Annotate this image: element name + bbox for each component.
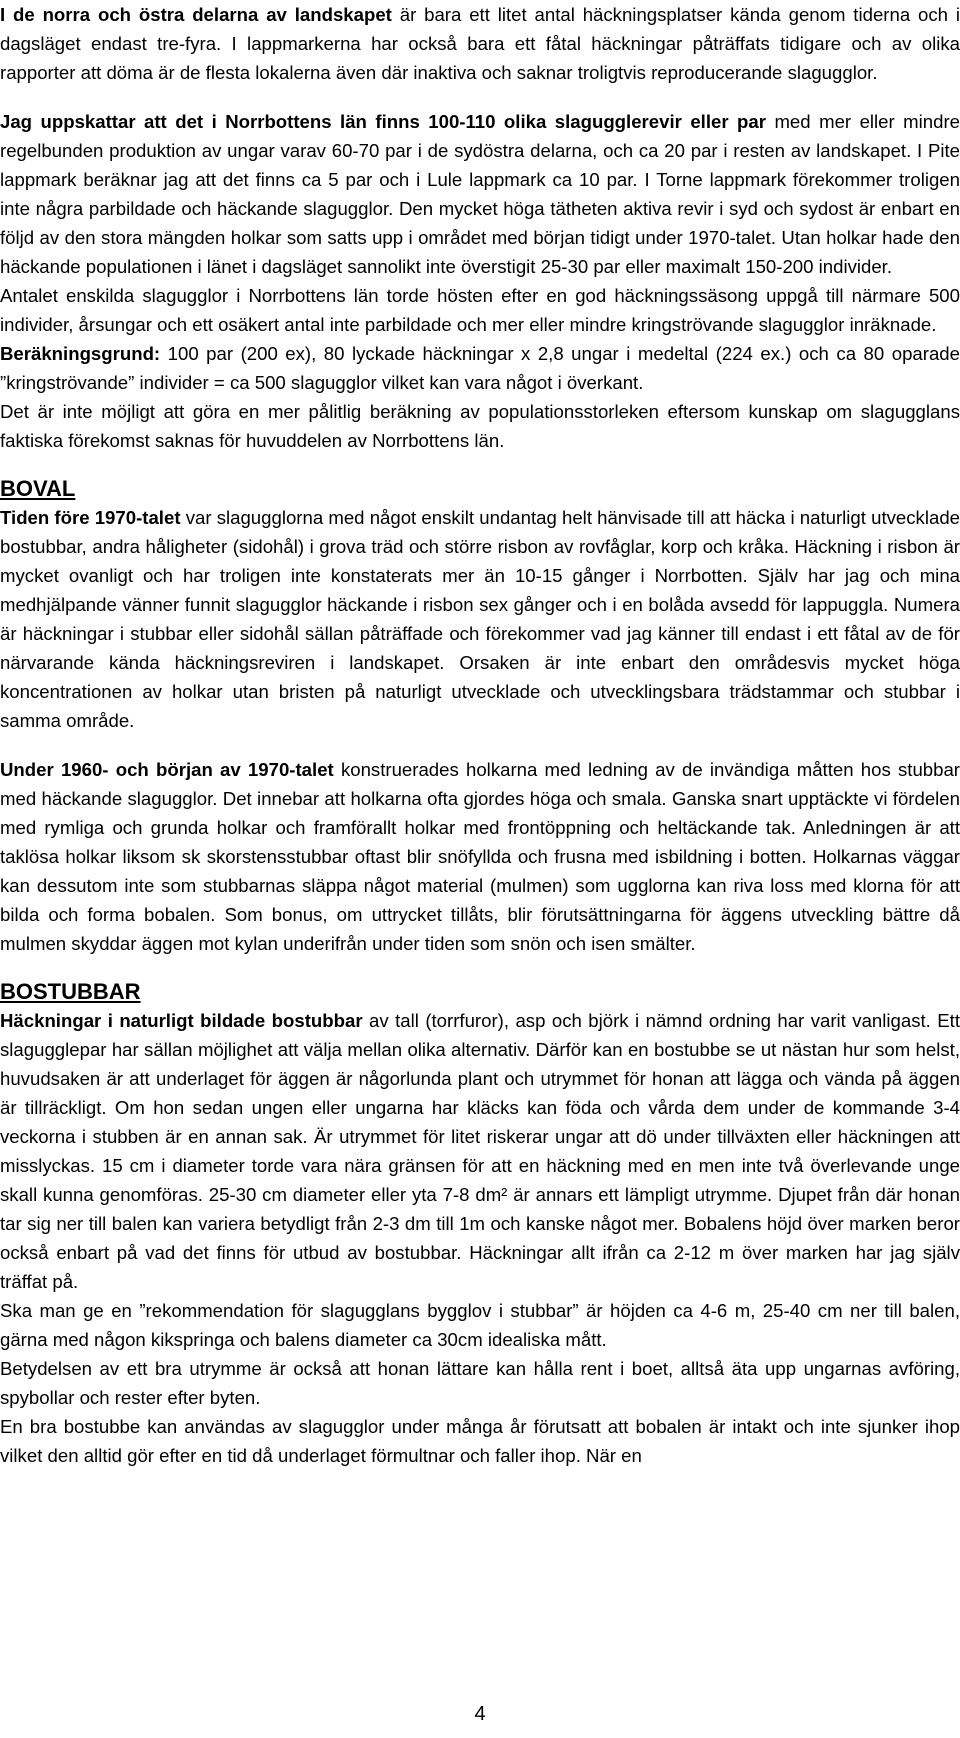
bostubbar-p1-text: av tall (torrfuror), asp och björk i nämnd ordning har varit vanligast. Ett slagugglepar har sällan möjlighet att välja mellan olika alternativ. Därför kan en bostubbe se ut nästan hur som helst, huvudsaken är att underlaget för äggen är någorlunda plant och utrymmet för honan att lägga och vända på äggen är tillräckligt. Om hon sedan ungen eller ungarna har kläcks kan föda och vårda dem under de kommande 3-4 veckorna i stubben är en annan sak. Är utrymmet för litet riskerar ungar att dö under tillväxten eller häckningen att misslyckas. 15 cm i diameter torde vara nära gränsen för att en häckning med en men inte två överlevande unge skall kunna genomföras. 25-30 cm diameter eller yta 7-8 dm² är annars ett lämpligt utrymme. Djupet från där honan tar sig ner till balen kan variera betydligt från 2-3 dm till 1m och kanske något mer. Bobalens höjd över marken beror också enbart på vad det finns för utbud av bostubbar. Häckningar allt ifrån ca 2-12 m över marken har jag själv träffat på. xyxy=(0,1010,960,1292)
boval-paragraph-1 xyxy=(0,503,960,735)
section-heading-bostubbar: BOSTUBBAR xyxy=(0,979,141,1004)
bostubbar-p1-lead: Häckningar i naturligt bildade bostubbar xyxy=(0,1010,363,1031)
intro-p1-text: är bara ett litet antal häckningsplatser kända genom tiderna och i dagsläget endast tre-fyra. I lappmarkerna har också bara ett fåtal häckningar påträffats tidigare och av olika rapporter att döma är de flesta lokalerna även där inaktiva och saknar troligtvis reproducerande slagugglor. xyxy=(0,4,960,83)
intro-paragraph-1 xyxy=(0,0,960,87)
bostubbar-paragraph-3: Betydelsen av ett bra utrymme är också att honan lättare kan hålla rent i boet, alltså äta upp ungarnas avföring, spybollar och rester efter byten. xyxy=(0,1358,960,1408)
intro-p4-text: 100 par (200 ex), 80 lyckade häckningar x 2,8 ungar i medeltal (224 ex.) och ca 80 oparade ”kringströvande” individer = ca 500 slagugglor vilket kan vara något i överkant. xyxy=(0,343,960,393)
boval-p1-lead: Tiden före 1970-talet xyxy=(0,507,181,528)
boval-paragraph-2 xyxy=(0,755,960,958)
bostubbar-paragraph-4: En bra bostubbe kan användas av slagugglor under många år förutsatt att bobalen är intakt och inte sjunker ihop vilket den alltid gör efter en tid då underlaget förmultnar och faller ihop. När en xyxy=(0,1416,960,1466)
bostubbar-paragraph-2: Ska man ge en ”rekommendation för slagugglans bygglov i stubbar” är höjden ca 4-6 m, 25-40 cm ner till balen, gärna med någon kikspringa och balens diameter ca 30cm idealiska mått. xyxy=(0,1300,960,1350)
boval-p2-text: konstruerades holkarna med ledning av de invändiga måtten hos stubbar med häckande slagugglor. Det innebar att holkarna ofta gjordes höga och smala. Ganska snart upptäckte vi fördelen med rymliga och grunda holkar och framförallt holkar med frontöppning och heltäckande tak. Anledningen är att taklösa holkar liksom sk skorstensstubbar oftast blir snöfyllda och frusna med isbildning i botten. Holkarnas väggar kan dessutom inte som stubbarnas släppa något material (mulmen) som ugglorna kan riva loss med klorna för att bilda och forma bobalen. Som bonus, om uttrycket tillåts, blir förutsättningarna för äggens utveckling bättre då mulmen skyddar äggen mot kylan underifrån under tiden som snön och isen smälter. xyxy=(0,759,960,954)
intro-paragraph-2 xyxy=(0,107,960,281)
bostubbar-paragraph-1 xyxy=(0,1006,960,1296)
intro-paragraph-5: Det är inte möjligt att göra en mer pålitlig beräkning av populationsstorleken eftersom kunskap om slagugglans faktiska förekomst saknas för huvuddelen av Norrbottens län. xyxy=(0,401,960,451)
boval-p1-text: var slagugglorna med något enskilt undantag helt hänvisade till att häcka i naturligt utvecklade bostubbar, andra håligheter (sidohål) i grova träd och större risbon av rovfåglar, korp och kråka. Häckning i risbon är mycket ovanligt och har troligen inte konstaterats mer än 10-15 gånger i Norrbotten. Själv har jag och mina medhjälpande vänner funnit slagugglor häckande i risbon sex gånger och i en bolåda avsedd för lappuggla. Numera är häckningar i stubbar eller sidohål sällan påträffade och förekommer vad jag känner till endast i ett fåtal av de för närvarande kända häckningsreviren i landskapet. Orsaken är inte enbart den områdesvis mycket höga koncentrationen av holkar utan bristen på naturligt utvecklade och utvecklingsbara trädstammar och stubbar i samma område. xyxy=(0,507,960,731)
intro-paragraph-3: Antalet enskilda slagugglor i Norrbottens län torde hösten efter en god häckningssäsong uppgå till närmare 500 individer, årsungar och ett osäkert antal inte parbildade och mer eller mindre kringströvande slagugglor inräknade. xyxy=(0,285,960,335)
boval-p2-lead: Under 1960- och början av 1970-talet xyxy=(0,759,334,780)
intro-p2-text: med mer eller mindre regelbunden produktion av ungar varav 60-70 par i de sydöstra delarna, och ca 20 par i resten av landskapet. I Pite lappmark beräknar jag att det finns ca 5 par och i Lule lappmark ca 10 par. I Torne lappmark förekommer troligen inte några parbildade och häckande slagugglor. Den mycket höga tätheten aktiva revir i syd och sydost är enbart en följd av den stora mängden holkar som satts upp i området med början tidigt under 1970-talet. Utan holkar hade den häckande populationen i länet i dagsläget sannolikt inte överstigit 25-30 par eller maximalt 150-200 individer. xyxy=(0,111,960,277)
intro-p4-lead: Beräkningsgrund: xyxy=(0,343,161,364)
section-heading-boval: BOVAL xyxy=(0,476,76,501)
intro-p1-lead: I de norra och östra delarna av landskapet xyxy=(0,4,392,25)
intro-paragraph-4 xyxy=(0,339,960,397)
intro-p2-lead: Jag uppskattar att det i Norrbottens län finns 100-110 olika slagugglerevir eller par xyxy=(0,111,766,132)
page-number: 4 xyxy=(474,1703,486,1725)
